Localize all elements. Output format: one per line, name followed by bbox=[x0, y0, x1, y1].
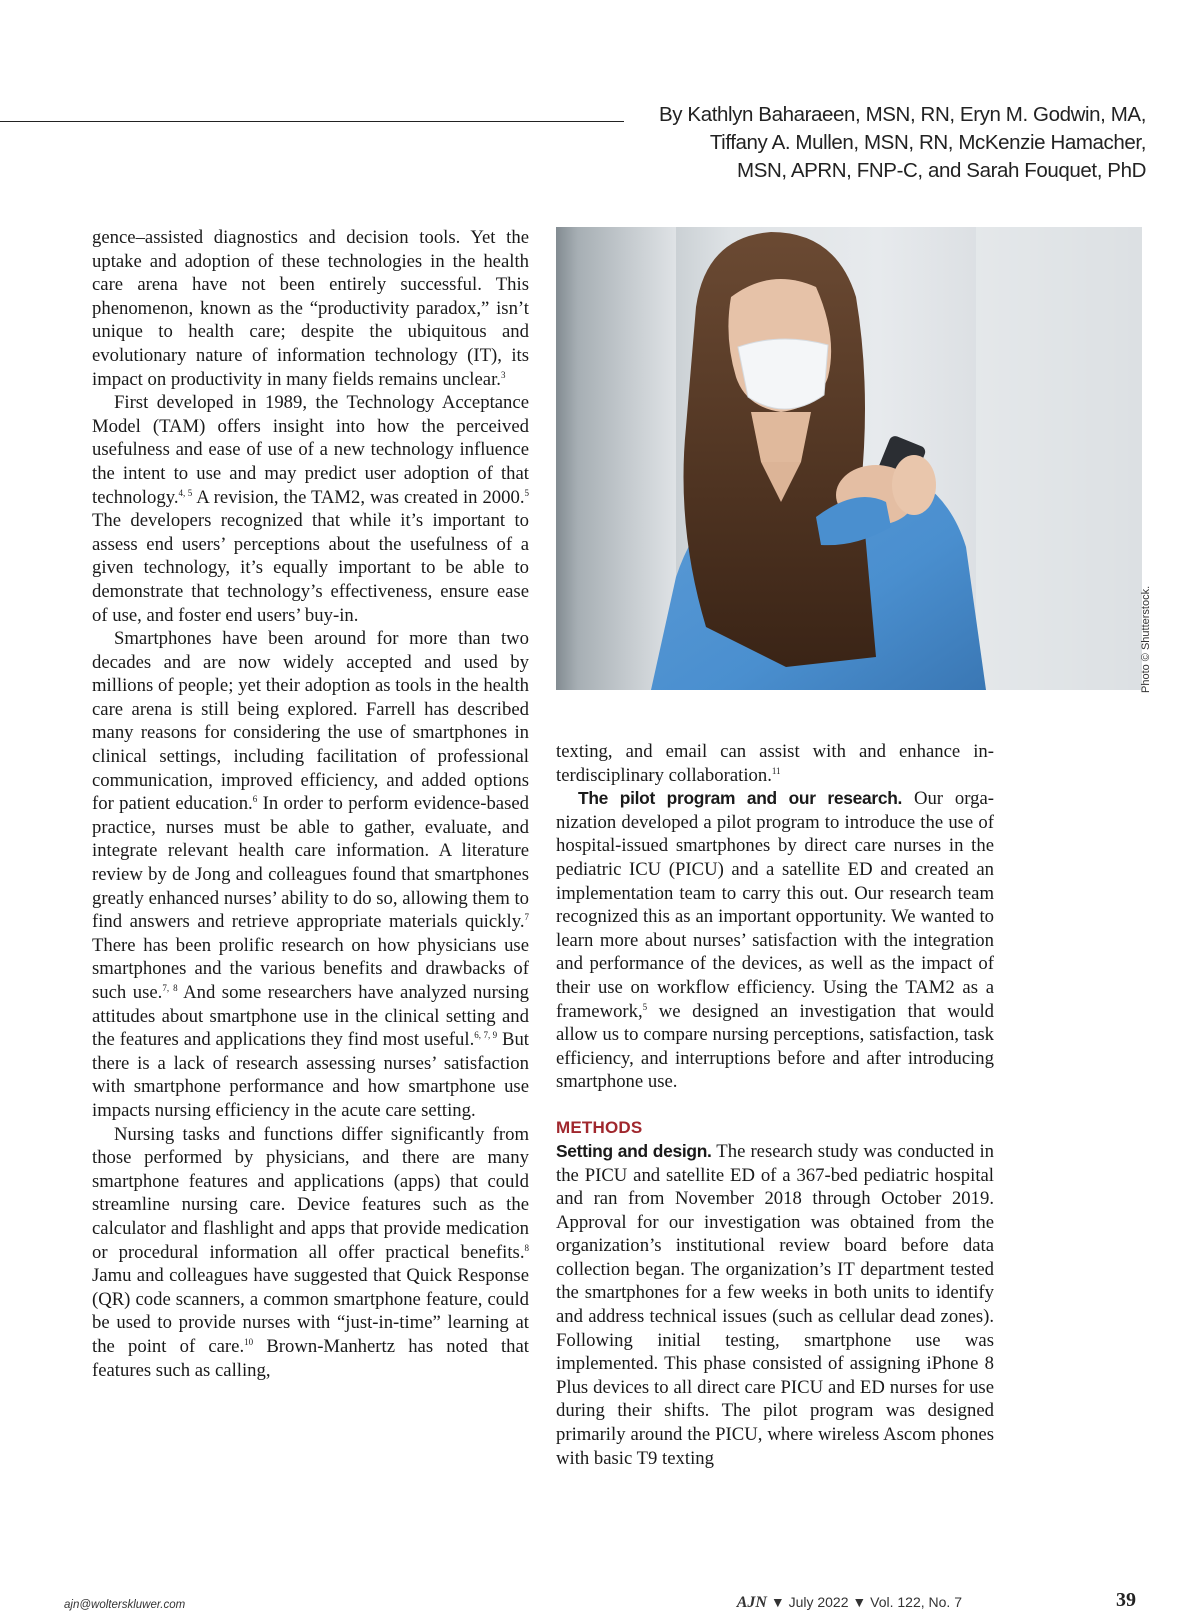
triangle-icon: ▼ bbox=[770, 1594, 785, 1610]
paragraph: Setting and design. The research study was conducted in the PICU and satellite ED of a 367-bed pediatric hospital and ran from November 2018 through October 2019. Approval for our investigation was obtained from the organization’s institutional review board before data collection began. The organization’s IT department tested the smartphones for a few weeks in both units to identify and address technical issues (such as cellular dead zones). Following initial testing, smartphone use was implemented. This phase consisted of assigning iPhone 8 Plus devices to all direct care PICU and ED nurses for use during their shifts. The pilot program was designed primarily around the PICU, where wireless Ascom phones with basic T9 texting bbox=[556, 1140, 994, 1469]
author-byline bbox=[586, 101, 1146, 185]
paragraph: The pilot program and our research. Our organization developed a pilot program to introduce the use of hospital-issued smartphones by direct care nurses in the pediatric ICU (PICU) and a satellite ED and created an implementation team to carry this out. Our research team recognized this as an important opportunity. We wanted to learn more about nurses’ satisfaction with the integration and performance of the devices, as well as the impact of their use on workflow efficiency. Using the TAM2 as a framework,$^5$ we designed an investigation that would allow us to compare nursing perceptions, satisfaction, task efficiency, and interruptions before and after introducing smartphone use. bbox=[556, 788, 994, 1093]
paragraph: Nursing tasks and functions differ significantly from those performed by physicians, and there are many smartphone features and applications (apps) that could streamline nursing care. Device features such as the calculator and flashlight and apps that provide medication or procedural information all offer practical benefits.$^8$ Jamu and colleagues have suggested that Quick Response (QR) code scanners, a common smartphone feature, could be used to provide nurses with “just-in-time” learning at the point of care.$^{10}$ Brown-Manhertz has noted that features such as calling, bbox=[92, 1123, 530, 1381]
header-rule bbox=[0, 121, 624, 122]
issue-date: July 2022 bbox=[788, 1594, 849, 1610]
volume-info: Vol. 122, No. 7 bbox=[870, 1594, 962, 1610]
nurse-with-smartphone-photo bbox=[556, 227, 1142, 690]
photo-illustration bbox=[556, 227, 1142, 690]
paragraph: gence–assisted diagnostics and decision tools. Yet the uptake and adoption of these technologies in the health care arena have not been entirely successful. This phenomenon, known as the “productivity paradox,” isn’t unique to health care; despite the ubiquitous and evolutionary nature of information technology (IT), its impact on productivity in many fields remains unclear.$^3$ bbox=[92, 227, 529, 390]
page-number: 39 bbox=[1116, 1589, 1136, 1611]
citation: 3 bbox=[500, 369, 506, 380]
citation: 6, 7, 9 bbox=[474, 1029, 498, 1040]
citation: 10 bbox=[244, 1336, 254, 1347]
citation: 11 bbox=[771, 765, 781, 776]
byline-line: By Kathlyn Baharaeen, MSN, RN, Eryn M. Godwin, MA, bbox=[659, 103, 1146, 126]
right-column bbox=[556, 740, 994, 1470]
run-in-heading: Setting and design. bbox=[556, 1140, 712, 1161]
citation: 5 bbox=[642, 1001, 648, 1012]
run-in-heading: The pilot program and our research. bbox=[578, 788, 903, 809]
paragraph: texting, and email can assist with and enhance interdisciplinary collaboration.$^{11}$ bbox=[556, 741, 994, 786]
citation: 4, 5 bbox=[178, 487, 193, 498]
photo-credit: Photo © Shutterstock. bbox=[1140, 585, 1152, 693]
footer-email: ajn@wolterskluwer.com bbox=[64, 1599, 186, 1611]
triangle-icon: ▼ bbox=[852, 1594, 867, 1610]
citation: 5 bbox=[524, 487, 530, 498]
citation: 6 bbox=[252, 794, 258, 805]
left-column bbox=[92, 226, 529, 1382]
section-heading: METHODS bbox=[556, 1117, 643, 1137]
journal-name: AJN bbox=[736, 1594, 767, 1611]
citation: 8 bbox=[524, 1242, 529, 1253]
byline-line: Tiffany A. Mullen, MSN, RN, McKenzie Hamacher, bbox=[709, 131, 1146, 154]
paragraph: First developed in 1989, the Technology Acceptance Model (TAM) offers insight into how the perceived usefulness and ease of use of a new technology influence the intent to use and may predict user adoption of that technology.$^{4, 5}$ A revision, the TAM2, was created in 2000.$^5$ The developers recognized that while it’s important to assess end users’ perceptions about the usefulness of a given technology, it’s equally important to be able to demonstrate that technology’s effectiveness, ensure ease of use, and foster end users’ buy-in. bbox=[92, 392, 530, 626]
byline-line: MSN, APRN, FNP-C, and Sarah Fouquet, PhD bbox=[737, 159, 1146, 182]
paragraph: Smartphones have been around for more than two decades and are now widely accepted and used by millions of people; yet their adoption as tools in the health care arena is still being explored. Farrell has described many reasons for considering the use of smartphones in clinical settings, including facilitation of professional communication, improved efficiency, and added options for patient education.$^6$ In order to perform evidence-based practice, nurses must be able to gather, evaluate, and integrate relevant health care information. A literature review by de Jong and colleagues found that smartphones greatly enhanced nurses’ ability to do so, allowing them to find answers and retrieve appropriate materials quickly.$^7$ There has been prolific research on how physicians use smartphones and the various benefits and drawbacks of such use.$^{7, 8}$ And some researchers have analyzed nursing attitudes about smartphone use in the clinical setting and the features and applications they find most useful.$^{6, 7, 9}$ But there is a lack of research assessing nurses’ satisfaction with smartphone performance and how smartphone use impacts nursing efficiency in the acute care setting. bbox=[92, 628, 530, 1121]
citation: 7, 8 bbox=[162, 982, 178, 993]
footer-citation bbox=[737, 1594, 962, 1612]
citation: 7 bbox=[524, 911, 529, 922]
